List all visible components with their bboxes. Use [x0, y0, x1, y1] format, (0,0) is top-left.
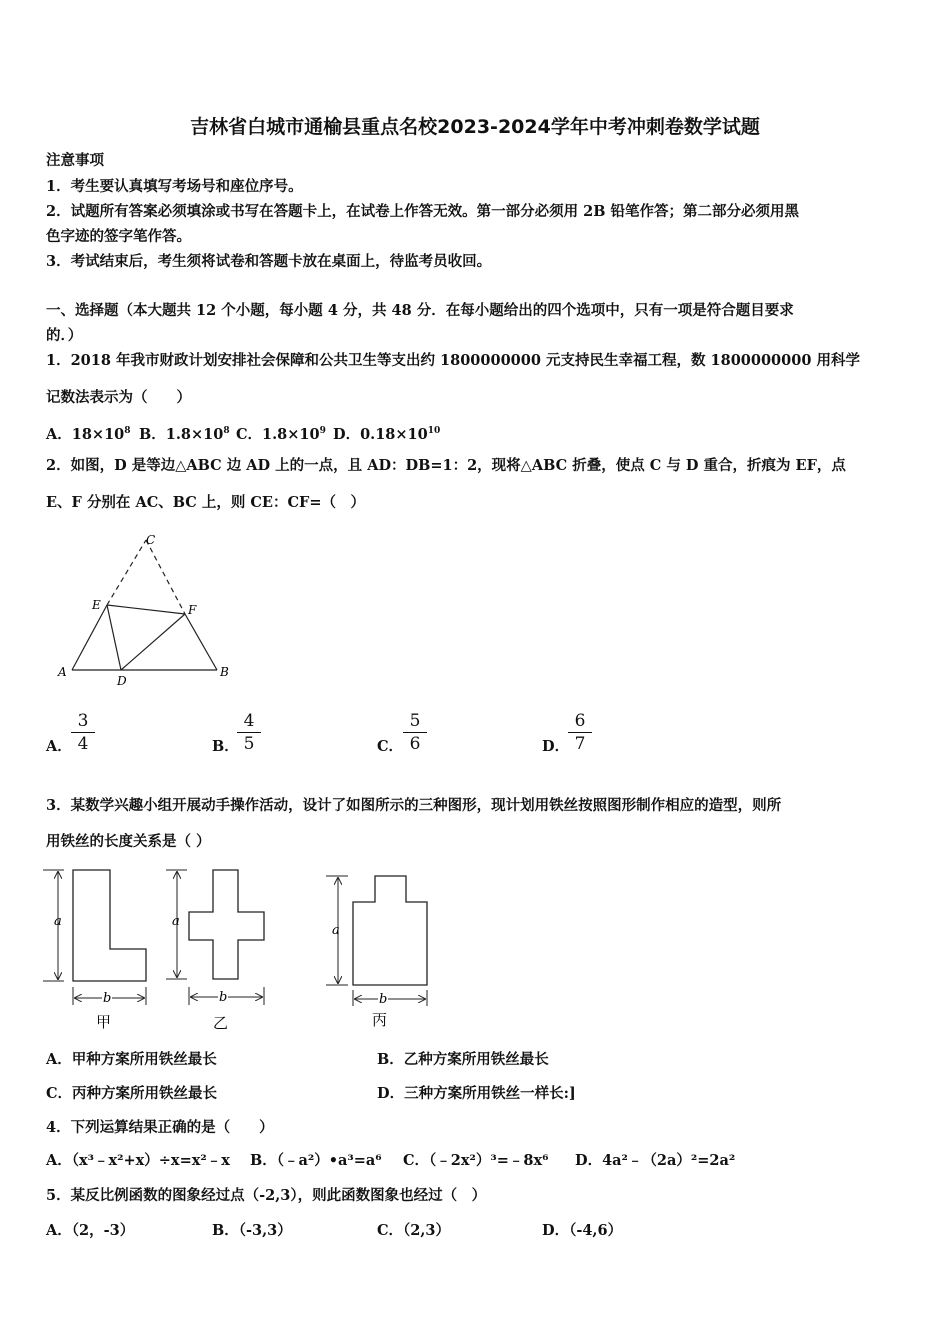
label-bing: 丙	[372, 1011, 388, 1029]
question-5-text: 5．某反比例函数的图象经过点（-2,3），则此函数图象也经过（ ）	[46, 1187, 487, 1204]
q5-option-d[interactable]: D．（-4,6）	[542, 1222, 623, 1239]
section-heading-cont: 的．）	[46, 327, 83, 344]
q5-option-b[interactable]: B．（-3,3）	[212, 1222, 292, 1239]
q5-option-c[interactable]: C．（2,3）	[377, 1222, 451, 1239]
shapes-figure	[38, 862, 458, 1037]
q1-option-c[interactable]: C．$1.8\times 10^9$	[236, 426, 326, 443]
q2-option-a-fraction: 3 4	[71, 711, 95, 754]
label-b: B	[220, 665, 229, 679]
q3-option-c[interactable]: C．丙种方案所用铁丝最长	[46, 1085, 218, 1102]
q3-option-b[interactable]: B．乙种方案所用铁丝最长	[377, 1051, 549, 1068]
q2-option-b-fraction: 4 5	[237, 711, 261, 754]
q3-option-a[interactable]: A．甲种方案所用铁丝最长	[46, 1051, 217, 1068]
triangle-figure	[52, 528, 242, 693]
label-f: F	[188, 603, 197, 617]
q4-option-b[interactable]: B．（﹣a²）•a³=a⁶	[250, 1152, 382, 1169]
question-4-text: 4．下列运算结果正确的是（ ）	[46, 1119, 274, 1136]
q4-option-a[interactable]: A．（x³﹣x²+x）÷x=x²﹣x	[46, 1152, 230, 1169]
dim-a-yi: a	[172, 914, 180, 929]
q1-option-d[interactable]: D．$0.18\times 10^{10}$	[333, 426, 441, 443]
dim-b-bing: b	[379, 992, 388, 1007]
question-1-text: 1．2018 年我市财政计划安排社会保障和公共卫生等支出约 1800000000 元支持民生幸福工程，数 1800000000 用科学	[46, 352, 860, 369]
q2-option-c[interactable]: C．	[377, 738, 404, 755]
notice-item: 2．试题所有答案必须填涂或书写在答题卡上，在试卷上作答无效。第一部分必须用 2B 铅笔作答；第二部分必须用黑	[46, 203, 800, 220]
q5-option-a[interactable]: A．（2，-3）	[46, 1222, 135, 1239]
label-d: D	[117, 674, 127, 688]
q2-option-d[interactable]: D．	[542, 738, 570, 755]
page-title: 吉林省白城市通榆县重点名校2023-2024学年中考冲刺卷数学试题	[190, 116, 760, 138]
label-e: E	[92, 598, 101, 612]
notice-heading: 注意事项	[46, 152, 104, 169]
label-a: A	[58, 665, 67, 679]
notice-item: 1．考生要认真填写考场号和座位序号。	[46, 178, 303, 195]
q4-option-c[interactable]: C．（﹣2x²）³=﹣8x⁶	[403, 1152, 549, 1169]
dim-a-bing: a	[332, 923, 340, 938]
dim-b-jia: b	[103, 991, 112, 1006]
q2-option-a[interactable]: A．	[46, 738, 72, 755]
question-2-text-cont: E、F 分别在 AC、BC 上，则 CE：CF=（ ）	[46, 494, 365, 511]
dim-b-yi: b	[219, 990, 228, 1005]
label-c: C	[146, 533, 156, 547]
q2-option-b[interactable]: B．	[212, 738, 239, 755]
question-1-text-cont: 记数法表示为（ ）	[46, 389, 191, 406]
question-3-text: 3．某数学兴趣小组开展动手操作活动，设计了如图所示的三种图形，现计划用铁丝按照图形制作相应的造型，则所	[46, 797, 782, 814]
q4-option-d[interactable]: D．4a²﹣（2a）²=2a²	[575, 1152, 736, 1169]
label-jia: 甲	[96, 1013, 112, 1031]
label-yi: 乙	[213, 1014, 229, 1032]
dim-a-jia: a	[54, 914, 62, 929]
q1-option-b[interactable]: B．$1.8\times 10^8$	[139, 426, 230, 443]
notice-item: 3．考试结束后，考生须将试卷和答题卡放在桌面上，待监考员收回。	[46, 253, 492, 270]
notice-item: 色字迹的签字笔作答。	[46, 228, 191, 245]
q1-option-a[interactable]: A．$18\times 10^8$	[46, 426, 131, 443]
q2-option-d-fraction: 6 7	[568, 711, 592, 754]
question-2-text: 2．如图，D 是等边△ABC 边 AD 上的一点，且 AD：DB=1：2，现将△ABC 折叠，使点 C 与 D 重合，折痕为 EF，点	[46, 457, 846, 474]
q2-option-c-fraction: 5 6	[403, 711, 427, 754]
q3-option-d[interactable]: D．三种方案所用铁丝一样长:]	[377, 1085, 576, 1102]
section-heading: 一、选择题（本大题共 12 个小题，每小题 4 分，共 48 分．在每小题给出的四个选项中，只有一项是符合题目要求	[46, 302, 794, 319]
question-3-text-cont: 用铁丝的长度关系是（ ）	[46, 833, 211, 850]
